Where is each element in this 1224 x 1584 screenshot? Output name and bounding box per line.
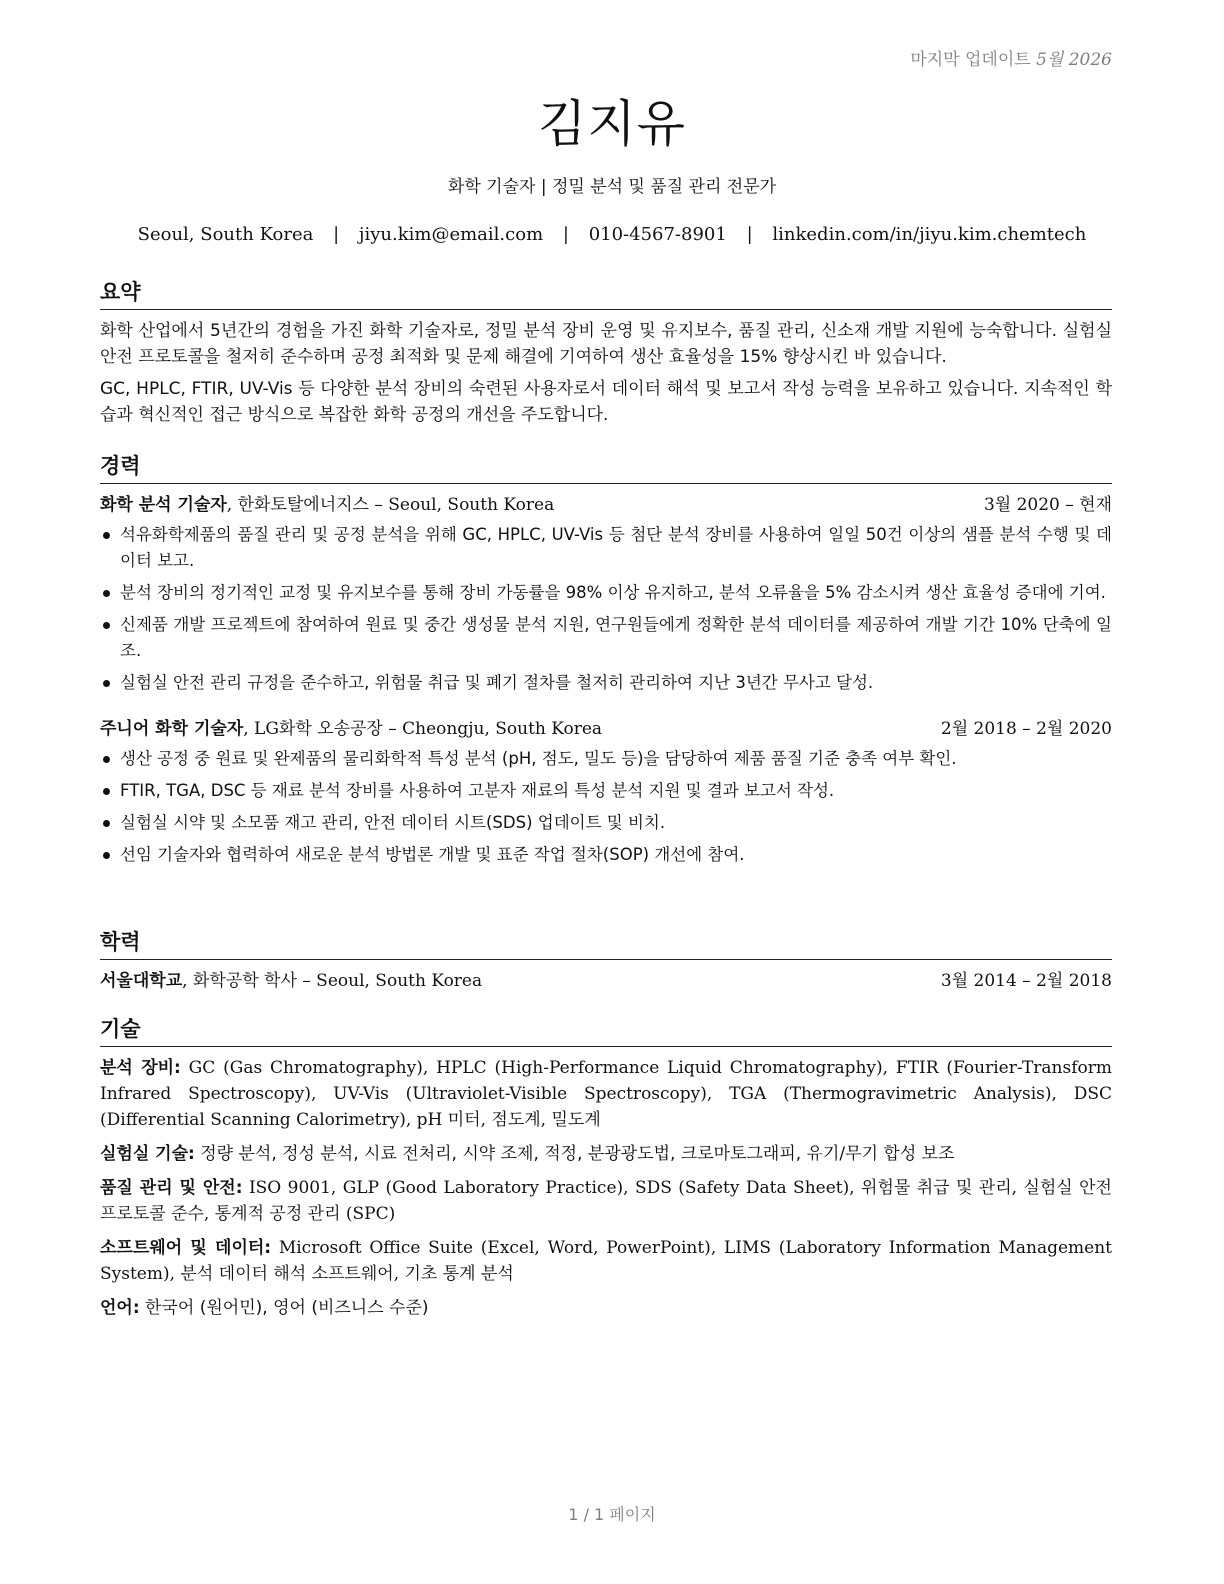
candidate-name: 김지유 (538, 95, 686, 153)
skill-text: 정량 분석, 정성 분석, 시료 전처리, 시약 조제, 적정, 분광광도법, 크로마토그래피, 유기/무기 합성 보조 (194, 1144, 955, 1164)
job-entry (100, 716, 1112, 868)
contact-linkedin[interactable]: linkedin.com/in/jiyu.kim.chemtech (772, 224, 1087, 245)
job-bullet: 실험실 안전 관리 규정을 준수하고, 위험물 취급 및 폐기 절차를 철저히 관리하여 지난 3년간 무사고 달성. (100, 670, 1112, 696)
job-bullet: 생산 공정 중 원료 및 완제품의 물리화학적 특성 분석 (pH, 점도, 밀도 등)을 담당하여 제품 품질 기준 충족 여부 확인. (100, 746, 1112, 772)
job-bullet: 실험실 시약 및 소모품 재고 관리, 안전 데이터 시트(SDS) 업데이트 및 비치. (100, 810, 1112, 836)
education-detail: , 화학공학 학사 – Seoul, South Korea (182, 971, 483, 991)
contact-email[interactable]: jiyu.kim@email.com (358, 224, 544, 245)
skill-row (100, 1295, 1112, 1321)
skill-text: 한국어 (원어민), 영어 (비즈니스 수준) (139, 1298, 429, 1318)
job-dates: 2월 2018 – 2월 2020 (940, 719, 1112, 739)
skill-text: ISO 9001, GLP (Good Laboratory Practice), SDS (Safety Data Sheet), 위험물 취급 및 관리, 실험실 안전 프로토콜 준수, 통계적 공정 관리 (SPC) (100, 1178, 1112, 1224)
job-bullet: 신제품 개발 프로젝트에 참여하여 원료 및 중간 생성물 분석 지원, 연구원들에게 정확한 분석 데이터를 제공하여 개발 기간 10% 단축에 일조. (100, 612, 1112, 664)
job-header (100, 492, 1112, 518)
job-bullets (100, 522, 1112, 696)
job-bullet: FTIR, TGA, DSC 등 재료 분석 장비를 사용하여 고분자 재료의 특성 분석 지원 및 결과 보고서 작성. (100, 778, 1112, 804)
summary-section (100, 276, 1112, 434)
summary-paragraph: GC, HPLC, FTIR, UV-Vis 등 다양한 분석 장비의 숙련된 사용자로서 데이터 해석 및 보고서 작성 능력을 보유하고 있습니다. 지속적인 학습과 혁신적인 접근 방식으로 복잡한 화학 공정의 개선을 주도합니다. (100, 379, 1112, 425)
last-updated (910, 45, 1112, 70)
job-bullet: 석유화학제품의 품질 관리 및 공정 분석을 위해 GC, HPLC, UV-Vis 등 첨단 분석 장비를 사용하여 일일 50건 이상의 샘플 분석 수행 및 데이터 보고. (100, 522, 1112, 574)
experience-section (100, 450, 1112, 874)
contact-separator: | (746, 224, 753, 245)
skill-label: 소프트웨어 및 데이터: (100, 1238, 272, 1258)
contact-line (0, 224, 1224, 245)
section-title-skills: 기술 (100, 1013, 1112, 1047)
skill-row (100, 1141, 1112, 1167)
skill-row (100, 1235, 1112, 1287)
job-header (100, 716, 1112, 742)
skill-text: Microsoft Office Suite (Excel, Word, PowerPoint), LIMS (Laboratory Information Management System), 분석 데이터 해석 소프트웨어, 기초 통계 분석 (100, 1238, 1112, 1284)
education-entry (100, 968, 1112, 994)
skill-text: GC (Gas Chromatography), HPLC (High-Performance Liquid Chromatography), FTIR (Fourier-Transform Infrared Spectroscopy), UV-Vis (Ultraviolet-Visible Spectroscopy), TGA (Thermogravimetric Analysis), DSC (Differential Scanning Calorimetry), pH 미터, 점도계, 밀도계 (100, 1058, 1113, 1130)
contact-separator: | (562, 224, 569, 245)
skill-label: 언어: (100, 1298, 140, 1318)
last-updated-prefix: 마지막 업데이트 (910, 50, 1031, 70)
contact-separator: | (333, 224, 340, 245)
education-section (100, 926, 1112, 994)
candidate-tagline: 화학 기술자 | 정밀 분석 및 품질 관리 전문가 (447, 177, 777, 197)
contact-phone: 010-4567-8901 (588, 224, 727, 245)
job-entry (100, 492, 1112, 696)
skill-label: 분석 장비: (100, 1058, 181, 1078)
job-bullet: 선임 기술자와 협력하여 새로운 분석 방법론 개발 및 표준 작업 절차(SOP) 개선에 참여. (100, 842, 1112, 868)
job-org: , 한화토탈에너지스 – Seoul, South Korea (226, 495, 555, 515)
education-dates: 3월 2014 – 2월 2018 (940, 971, 1112, 991)
skills-section (100, 1013, 1112, 1329)
job-role: 주니어 화학 기술자 (100, 719, 244, 739)
summary-paragraph: 화학 산업에서 5년간의 경험을 가진 화학 기술자로, 정밀 분석 장비 운영 및 유지보수, 품질 관리, 신소재 개발 지원에 능숙합니다. 실험실 안전 프로토콜을 철저히 준수하며 공정 최적화 및 문제 해결에 기여하여 생산 효율성을 15% 향상시킨 바 있습니다. (100, 321, 1112, 367)
last-updated-year: 2026 (1068, 50, 1112, 70)
job-bullets (100, 746, 1112, 868)
job-dates: 3월 2020 – 현재 (983, 495, 1112, 515)
skill-label: 품질 관리 및 안전: (100, 1178, 243, 1198)
skill-row (100, 1055, 1112, 1133)
job-org: , LG화학 오송공장 – Cheongju, South Korea (243, 719, 603, 739)
last-updated-month: 5월 (1036, 50, 1064, 70)
skill-label: 실험실 기술: (100, 1144, 195, 1164)
page-indicator: 1 / 1 페이지 (568, 1505, 656, 1524)
section-title-experience: 경력 (100, 450, 1112, 484)
job-bullet: 분석 장비의 정기적인 교정 및 유지보수를 통해 장비 가동률을 98% 이상 유지하고, 분석 오류율을 5% 감소시켜 생산 효율성 증대에 기여. (100, 580, 1112, 606)
job-role: 화학 분석 기술자 (100, 495, 227, 515)
education-school: 서울대학교 (100, 971, 183, 991)
contact-location: Seoul, South Korea (137, 224, 314, 245)
section-title-education: 학력 (100, 926, 1112, 960)
section-title-summary: 요약 (100, 276, 1112, 310)
skill-row (100, 1175, 1112, 1227)
